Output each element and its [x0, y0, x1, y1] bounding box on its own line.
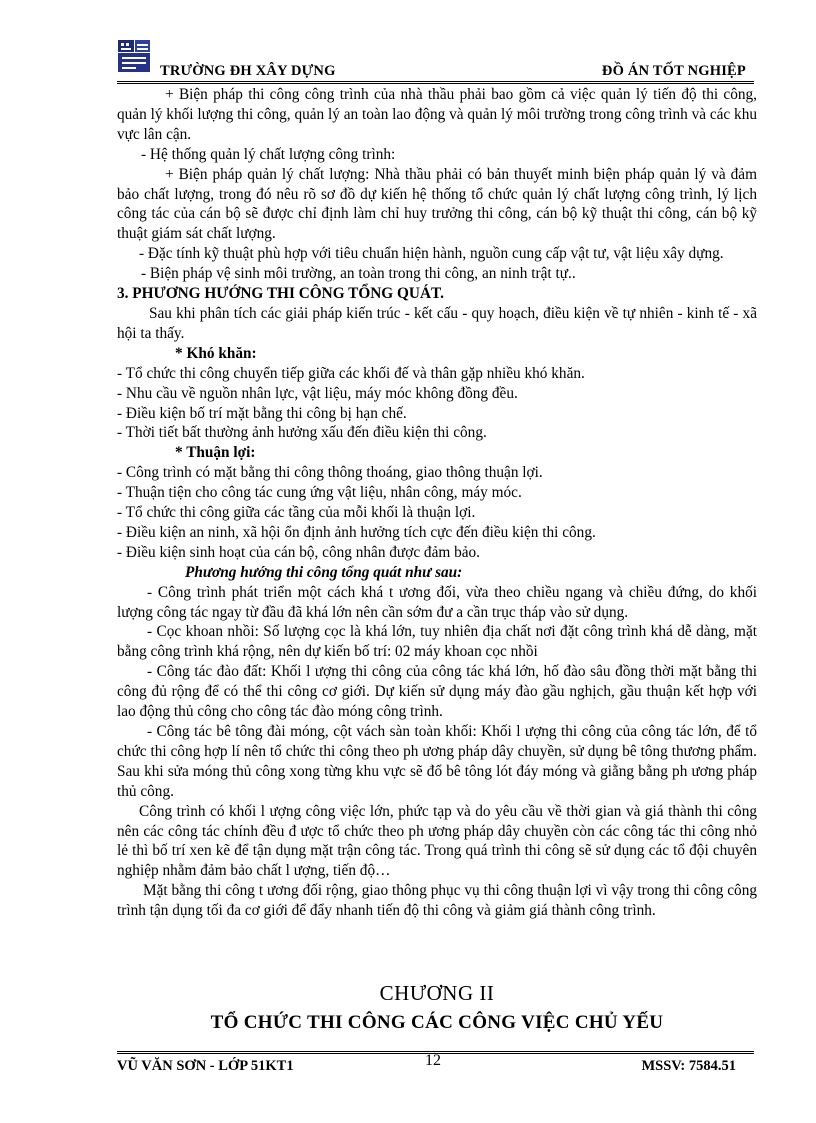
list-item: - Điều kiện sinh hoạt của cán bộ, công nhân được đảm bảo. — [117, 543, 481, 561]
advantages-heading: * Thuận lợi: — [175, 444, 256, 462]
paragraph-sanitation: - Biện pháp vệ sinh môi trường, an toàn trong thi công, an ninh trật tự.. — [141, 265, 576, 283]
paragraph-quality-system: - Hệ thống quản lý chất lượng công trình: — [141, 145, 396, 163]
university-logo-icon — [117, 38, 151, 74]
list-item: - Nhu cầu về nguồn nhân lực, vật liệu, máy móc không đồng đều. — [117, 384, 518, 402]
section-heading: 3. PHƯƠNG HƯỚNG THI CÔNG TỔNG QUÁT. — [117, 285, 444, 303]
page-body — [117, 85, 757, 921]
paragraph-workload: Công trình có khối l ượng công việc lớn, phức tạp và do yêu cầu về thời gian và giá thành thi công nên các công tác chính đều đ ược tổ chức theo ph ương pháp dây chuyền còn các công tác thi công nhỏ lẻ thì bố trí xen kẽ để tận dụng mặt trận công tác. Trong quá trình thi công sẽ sử dụng các tổ đội chuyên nghiệp nhằm đảm bảo chất l ượng, tiến độ… — [117, 802, 757, 880]
paragraph-technical-specs: - Đặc tính kỹ thuật phù hợp với tiêu chuẩn hiện hành, nguồn cung cấp vật tư, vật liệu xây dựng. — [139, 245, 724, 263]
paragraph-quality-measures: + Biện pháp quản lý chất lượng: Nhà thầu phải có bản thuyết minh biện pháp quản lý và đảm bảo chất lượng, trong đó nêu rõ sơ đồ dự kiến hệ thống tổ chức quản lý chất lượng công trình, lý lịch công tác của cán bộ sẽ được chỉ định làm chỉ huy trưởng thi công, cán bộ kỹ thuật thi công, cán bộ kỹ thuật giám sát chất lượng. — [117, 165, 757, 243]
list-item: - Tổ chức thi công giữa các tầng của mỗi khối là thuận lợi. — [117, 504, 476, 522]
difficulties-heading: * Khó khăn: — [175, 344, 257, 362]
direction-heading: Phương hướng thi công tổng quát như sau: — [185, 563, 463, 581]
paragraph-concrete: - Công tác bê tông đài móng, cột vách sàn toàn khối: Khối l ượng thi công của công tác lớn, để tổ chức thi công hợp lí nên tổ chức thi công theo ph ương pháp dây chuyền, sử dụng bê tông thương phẩm. Sau khi sửa móng thủ công xong từng khu vực sẽ đổ bê tông lót đáy móng và giằng bằng ph ương pháp thủ công. — [117, 723, 757, 800]
page-number: 12 — [425, 1052, 441, 1069]
chapter-title: TỔ CHỨC THI CÔNG CÁC CÔNG VIỆC CHỦ YẾU — [210, 1012, 664, 1033]
header-document-type: ĐỒ ÁN TỐT NGHIỆP — [601, 63, 746, 79]
footer-student-id: MSSV: 7584.51 — [641, 1058, 736, 1074]
list-item: - Tổ chức thi công chuyển tiếp giữa các khối đế và thân gặp nhiều khó khăn. — [117, 364, 585, 382]
header-rule — [117, 81, 754, 84]
list-item: - Công trình có mặt bằng thi công thông thoáng, giao thông thuận lợi. — [117, 464, 543, 482]
paragraph-site-layout: Mặt bằng thi công t ương đối rộng, giao thông phục vụ thi công thuận lợi vì vậy trong thi công công trình tận dụng tối đa cơ giới để đẩy nhanh tiến độ thi công và giảm giá thành công trình. — [117, 882, 757, 920]
paragraph-analysis: Sau khi phân tích các giải pháp kiến trúc - kết cấu - quy hoạch, điều kiện về tự nhiên - kinh tế - xã hội ta thấy. — [117, 304, 757, 342]
paragraph-bored-piles: - Cọc khoan nhồi: Số lượng cọc là khá lớn, tuy nhiên địa chất nơi đặt công trình khá dễ dàng, mặt bằng công trình khá rộng, nên dự kiến bố trí: 02 máy khoan cọc nhồi — [117, 623, 757, 661]
paragraph-development: - Công trình phát triển một cách khá t ương đối, vừa theo chiều ngang và chiều đứng, do khối lượng công tác ngay từ đầu đã khá lớn nên cần sớm đư a cần trục tháp vào sử dụng. — [117, 583, 757, 621]
list-item: - Thời tiết bất thường ảnh hưởng xấu đến điều kiện thi công. — [117, 424, 487, 442]
chapter-number: CHƯƠNG II — [379, 981, 495, 1005]
paragraph-construction-measures: + Biện pháp thi công công trình của nhà thầu phải bao gồm cả việc quản lý tiến độ thi công, quản lý khối lượng thi công, quản lý an toàn lao động và quản lý môi trường trong công trình và các khu vực lân cận. — [117, 86, 757, 143]
header-school-name: TRƯỜNG ĐH XÂY DỰNG — [160, 63, 336, 79]
footer-author: VŨ VĂN SƠN - LỚP 51KT1 — [117, 1058, 294, 1074]
list-item: - Điều kiện an ninh, xã hội ổn định ảnh hưởng tích cực đến điều kiện thi công. — [117, 523, 596, 541]
list-item: - Điều kiện bố trí mặt bằng thi công bị hạn chế. — [117, 404, 407, 422]
paragraph-excavation: - Công tác đào đất: Khối l ượng thi công của công tác khá lớn, hố đào sâu đồng thời mặt bằng thi công đủ rộng để có thể thi công cơ giới. Dự kiến sử dụng máy đào gầu nghịch, gầu thuận kết hợp với lao động thủ công cho công tác đào móng công trình. — [117, 663, 757, 721]
list-item: - Thuận tiện cho công tác cung ứng vật liệu, nhân công, máy móc. — [117, 484, 522, 502]
